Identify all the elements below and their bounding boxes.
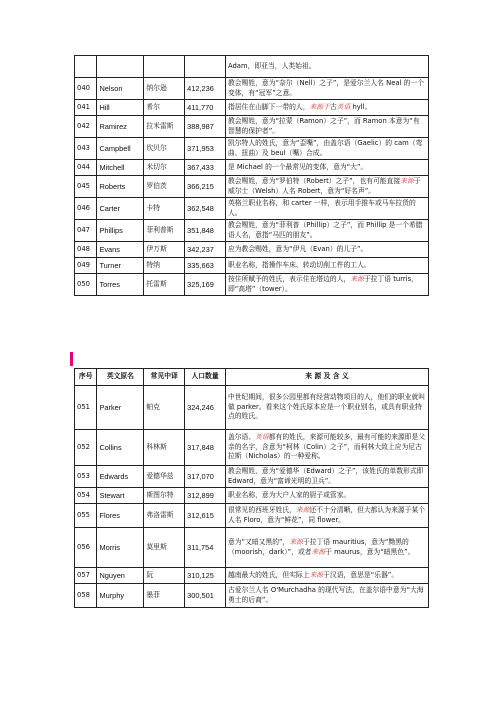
cell-empty: [75, 56, 97, 78]
meaning-text: 古爱尔兰人名 O'Murchadha 的现代写法，在盖尔语中意为“大海勇士的后裔”。: [227, 586, 424, 604]
meaning-text: 按住所赋予的姓氏，表示住在塔边的人，: [227, 275, 351, 283]
table-row: [75, 220, 429, 242]
meaning-text: 于拉丁语 turris，即“高塔”（tower）。: [227, 275, 418, 293]
cell-english-name: Campbell: [97, 138, 144, 160]
cell-english-name: Nelson: [97, 78, 144, 100]
cell-meaning: Adam，即亚当，人类始祖。: [225, 56, 428, 78]
cell-chinese-name: 斯图尔特: [144, 488, 185, 504]
cell-meaning: [225, 160, 428, 176]
cell-meaning: [225, 386, 428, 430]
section-marker: [70, 352, 73, 366]
cell-number: 052: [75, 430, 97, 466]
cell-number: 041: [75, 100, 97, 116]
table-row: [75, 78, 429, 100]
cell-chinese-name: 莫里斯: [144, 528, 185, 568]
cell-meaning: [225, 198, 428, 220]
cell-population: 366,215: [185, 176, 226, 198]
cell-chinese-name: 科林斯: [144, 430, 185, 466]
cell-chinese-name: 罗伯茨: [144, 176, 185, 198]
cell-english-name: Carter: [97, 198, 144, 220]
cell-english-name: Phillips: [97, 220, 144, 242]
cell-population: 371,953: [185, 138, 226, 160]
cell-number: 053: [75, 466, 97, 488]
meaning-text: 还不十分清晰，但大都认为来源于某个人名 Floro，意为“鲜花”，同 flower。: [227, 506, 426, 524]
cell-meaning: [225, 466, 428, 488]
cell-number: 049: [75, 258, 97, 274]
meaning-text: 越南最大的姓氏，但实际上: [227, 570, 310, 579]
header-number: 序号: [75, 369, 97, 386]
cell-number: 050: [75, 274, 97, 296]
table-row: [75, 528, 429, 568]
cell-population: 411,770: [185, 100, 226, 116]
cell-chinese-name: 坎贝尔: [144, 138, 185, 160]
cell-number: 057: [75, 568, 97, 584]
cell-meaning: [225, 242, 428, 258]
header-english-name: 英文原名: [97, 369, 144, 386]
cell-empty: [97, 56, 144, 78]
meaning-text: 盖尔语、: [227, 433, 256, 442]
cell-number: 046: [75, 198, 97, 220]
table-row: [75, 138, 429, 160]
header-chinese-name: 常见中译: [144, 369, 185, 386]
meaning-text: 于拉丁语 mauritius，意为“黝黑的（moorish，dark）”，或者: [227, 538, 409, 556]
surname-table-bottom-body: [75, 386, 429, 608]
cell-english-name: Torres: [97, 274, 144, 296]
cell-meaning: [225, 488, 428, 504]
meaning-text: 教会赐姓，意为“菲利普（Phillip）之子”，而 Phillip 是一个希腊语人名，意指“马匹的朋友”。: [227, 221, 423, 239]
cell-english-name: Turner: [97, 258, 144, 274]
meaning-highlight: 来源: [311, 547, 326, 556]
cell-meaning: [225, 176, 428, 198]
cell-chinese-name: 托雷斯: [144, 274, 185, 296]
cell-population: 317,848: [185, 430, 226, 466]
cell-population: 335,663: [185, 258, 226, 274]
meaning-text: 古: [329, 102, 337, 111]
cell-number: 055: [75, 504, 97, 528]
cell-meaning: [225, 584, 428, 608]
cell-english-name: Parker: [97, 386, 144, 430]
cell-number: 047: [75, 220, 97, 242]
meaning-text: 职业名称，意为大户人家的厨子或管家。: [227, 490, 351, 499]
cell-number: 043: [75, 138, 97, 160]
cell-chinese-name: 卡特: [144, 198, 185, 220]
cell-english-name: Ramirez: [97, 116, 144, 138]
cell-number: 044: [75, 160, 97, 176]
cell-number: 040: [75, 78, 97, 100]
cell-population: 351,848: [185, 220, 226, 242]
cell-chinese-name: 爱德华兹: [144, 466, 185, 488]
cell-number: 042: [75, 116, 97, 138]
cell-english-name: Murphy: [97, 584, 144, 608]
cell-chinese-name: 菲利普斯: [144, 220, 185, 242]
meaning-text: 教会赐姓，意为“奈尔（Nell）之子”，是爱尔兰人名 Neal 的一个变体，有“冠军”之意。: [227, 79, 425, 97]
table-row: [75, 568, 429, 584]
table-row: [75, 160, 429, 176]
cell-empty: [185, 56, 226, 78]
table-row: [75, 242, 429, 258]
cell-number: 056: [75, 528, 97, 568]
cell-english-name: Morris: [97, 528, 144, 568]
table-row: [75, 386, 429, 430]
cell-population: 412,236: [185, 78, 226, 100]
meaning-text: 英格兰职业名称，和 carter 一样，表示用手推车或马车拉货的人。: [227, 199, 416, 217]
meaning-text: 指居住在山脚下一带的人，: [227, 102, 310, 111]
cell-population: 325,169: [185, 274, 226, 296]
cell-chinese-name: 阮: [144, 568, 185, 584]
cell-chinese-name: 拉米雷斯: [144, 116, 185, 138]
surname-table-top: [74, 55, 429, 296]
cell-population: 311,754: [185, 528, 226, 568]
meaning-text: hyll。: [350, 102, 372, 111]
meaning-text: 是 Michael 的一个最常见的变体，意为“大”。: [227, 162, 368, 171]
cell-meaning: [225, 430, 428, 466]
cell-chinese-name: 特纳: [144, 258, 185, 274]
table-row: [75, 274, 429, 296]
cell-chinese-name: 弗洛雷斯: [144, 504, 185, 528]
cell-population: 312,615: [185, 504, 226, 528]
cell-meaning: [225, 78, 428, 100]
cell-english-name: Stewart: [97, 488, 144, 504]
cell-empty: [144, 56, 185, 78]
cell-population: 367,433: [185, 160, 226, 176]
meaning-text: 于 maurus，意为“暗黑色”。: [325, 547, 415, 556]
meaning-highlight: 英语: [336, 102, 351, 111]
header-origin-meaning: 来 源 及 含 义: [225, 369, 428, 386]
cell-chinese-name: 米切尔: [144, 160, 185, 176]
meaning-text: 于汉语，意思是“乐器”。: [323, 570, 399, 579]
cell-meaning: [225, 258, 428, 274]
cell-chinese-name: 希尔: [144, 100, 185, 116]
cell-english-name: Hill: [97, 100, 144, 116]
cell-english-name: Mitchell: [97, 160, 144, 176]
cell-chinese-name: 墨菲: [144, 584, 185, 608]
table-row: [75, 430, 429, 466]
cell-meaning: [225, 220, 428, 242]
cell-meaning: [225, 100, 428, 116]
cell-meaning: [225, 528, 428, 568]
cell-chinese-name: 纳尔逊: [144, 78, 185, 100]
cell-meaning: [225, 138, 428, 160]
meaning-highlight: 来源: [309, 570, 324, 579]
meaning-highlight: 来源: [289, 538, 303, 546]
meaning-text: 教会赐姓，意为“爱德华（Edward）之子”，该姓氏的单数形式即 Edward，意为“富谛光明的卫兵”。: [227, 467, 424, 485]
meaning-highlight: 英语: [255, 433, 269, 442]
table-row: [75, 100, 429, 116]
meaning-highlight: 来源于: [309, 102, 330, 111]
cell-number: 048: [75, 242, 97, 258]
surname-table-top-body: [75, 56, 429, 296]
meaning-highlight: 来源: [400, 177, 414, 185]
table-row-continuation: [75, 56, 429, 78]
cell-number: 054: [75, 488, 97, 504]
cell-english-name: Flores: [97, 504, 144, 528]
meaning-text: 很常见的西班牙姓氏，: [227, 506, 296, 514]
cell-number: 051: [75, 386, 97, 430]
meaning-text: 都有的姓氏，来源可能较多，最有可能的来源即是父亲的名字，含意为“柯林（Colin）之子”，而柯林大致上应为尼古拉斯（Nicholas）的一种爱称。: [227, 433, 426, 461]
cell-english-name: Collins: [97, 430, 144, 466]
meaning-text: 应为教会赐姓，意为“伊凡（Evan）的儿子”。: [227, 244, 368, 253]
table-row: [75, 504, 429, 528]
meaning-text: 教会赐姓，意为“拉蒙（Ramon）之子”，而 Ramon 本意为“有智慧的保护者”。: [227, 117, 420, 135]
table-row: [75, 176, 429, 198]
meaning-highlight: 来源: [295, 506, 310, 514]
meaning-text: 凯尔特人的姓氏，意为“歪嘴”，由盖尔语（Gaelic）的 cam（弯曲、扭曲）及 beul（嘴）合成。: [227, 139, 423, 157]
header-population: 人口数量: [185, 369, 226, 386]
cell-english-name: Evans: [97, 242, 144, 258]
cell-meaning: [225, 504, 428, 528]
cell-number: 045: [75, 176, 97, 198]
cell-population: 312,899: [185, 488, 226, 504]
meaning-highlight: 来源: [350, 275, 364, 283]
table-header-row: [75, 369, 429, 386]
cell-chinese-name: 帕克: [144, 386, 185, 430]
cell-population: 317,070: [185, 466, 226, 488]
cell-english-name: Roberts: [97, 176, 144, 198]
cell-population: 300,501: [185, 584, 226, 608]
cell-meaning: [225, 568, 428, 584]
cell-meaning: [225, 116, 428, 138]
table-row: [75, 198, 429, 220]
cell-meaning: [225, 274, 428, 296]
meaning-text: 意为“又暗又黑的”，: [227, 538, 290, 546]
meaning-text: 职业名称，指操作车床、转动切削工件的工人。: [227, 260, 371, 269]
cell-population: 388,987: [185, 116, 226, 138]
table-row: [75, 258, 429, 274]
cell-population: 362,548: [185, 198, 226, 220]
meaning-text: 中世纪期间，很多公园里都有经营动物项目的人，他们的职业就叫做 parker。看来这个姓氏原本应是一个职业别名，或具有职业特点的姓氏。: [227, 393, 426, 421]
meaning-text: 于威尔士（Welsh）人名 Robert，意为“好名声”。: [227, 177, 421, 195]
cell-chinese-name: 伊万斯: [144, 242, 185, 258]
cell-population: 342,237: [185, 242, 226, 258]
cell-population: 324,246: [185, 386, 226, 430]
cell-number: 058: [75, 584, 97, 608]
meaning-text: 教会赐姓，意为“罗伯特（Robert）之子”，也有可能直接: [227, 177, 401, 185]
cell-population: 310,125: [185, 568, 226, 584]
table-row: [75, 584, 429, 608]
cell-english-name: Nguyen: [97, 568, 144, 584]
cell-english-name: Edwards: [97, 466, 144, 488]
table-row: [75, 488, 429, 504]
table-row: [75, 466, 429, 488]
surname-table-bottom: [74, 368, 429, 608]
table-row: [75, 116, 429, 138]
